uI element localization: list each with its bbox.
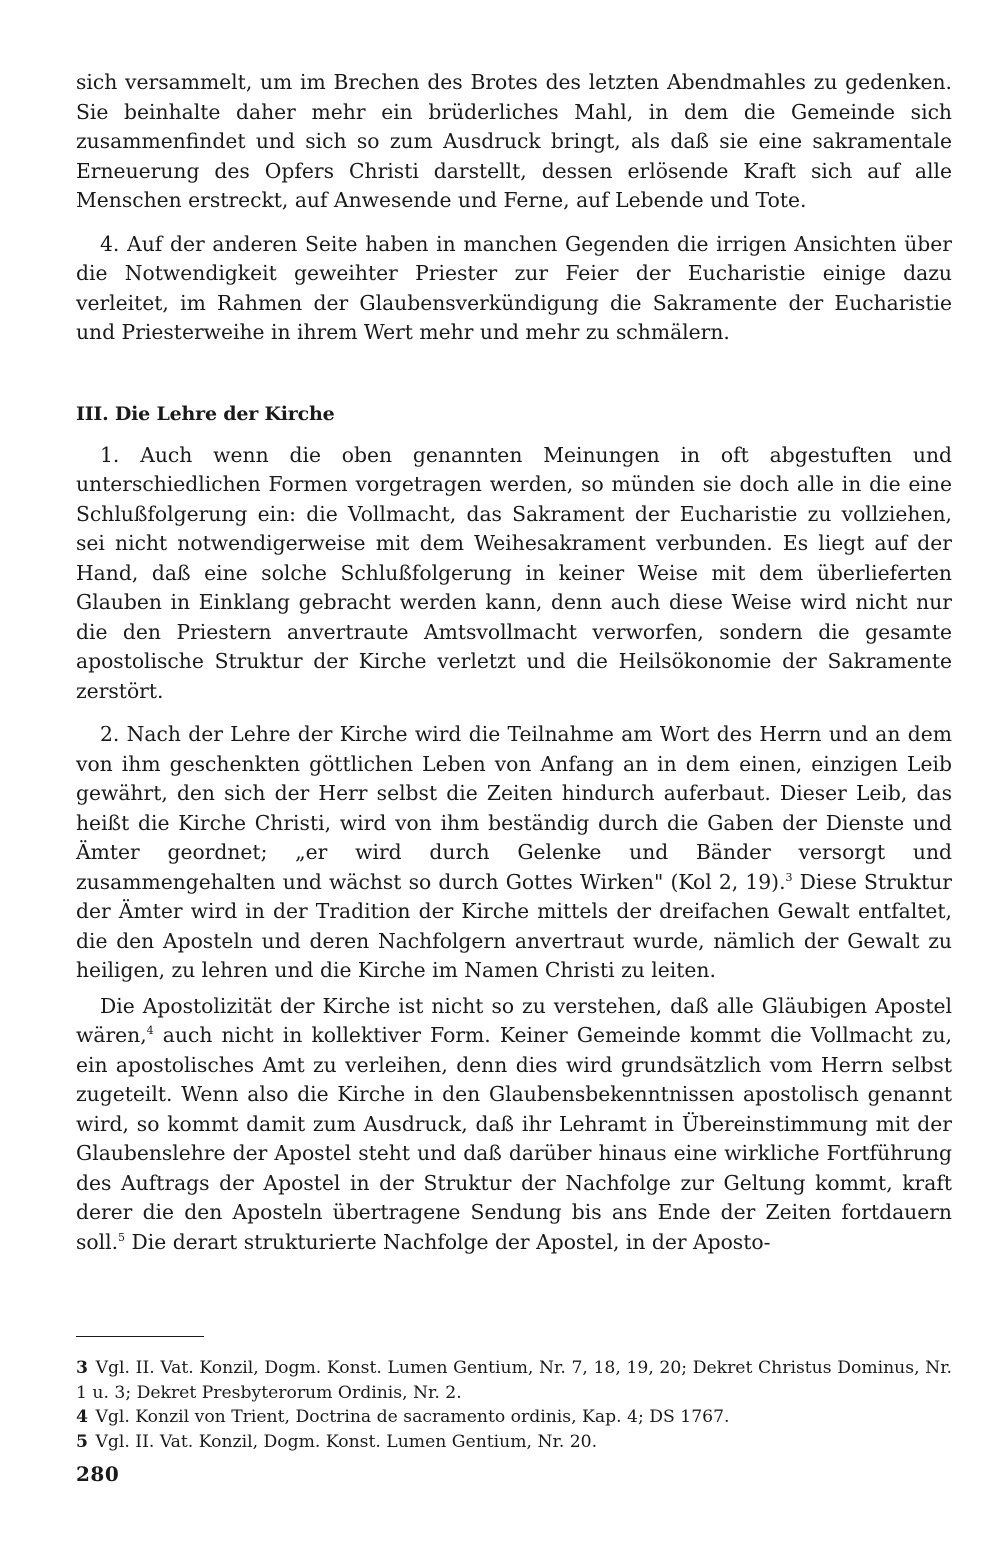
footnote-text: Vgl. II. Vat. Konzil, Dogm. Konst. Lumen Gentium, Nr. 7, 18, 19, 20; Dekret Christus Dominus, Nr. 1 u. 3; Dekret Presbyterorum Ordinis, Nr. 2. [76, 1358, 952, 1403]
paragraph-apostolicity-text-b: auch nicht in kollektiver Form. Keiner Gemeinde kommt die Vollmacht zu, ein apostolisches Amt zu verleihen, denn dies wird grundsätzlich vom Herrn selbst zugeteilt. Wenn also die Kirche in den Glaubensbekenntnissen apostolisch genannt wird, so kommt damit zum Ausdruck, daß ihr Lehramt in Übereinstimmung mit der Glaubenslehre der Apostel steht und daß darüber hinaus eine wirkliche Fortführung des Auftrags der Apostel in der Struktur der Nachfolge zur Geltung kommt, kraft derer die den Aposteln übertragene Sendung bis ans Ende der Zeiten fortdauern soll. [76, 1023, 952, 1254]
footnotes [76, 1356, 952, 1454]
footnote-divider [76, 1336, 204, 1337]
paragraph-apostolicity-text-a: Die Apostolizität der Kirche ist nicht so zu verstehen, daß alle Gläubigen Apostel wären, [76, 993, 952, 1047]
footnote-text: Vgl. Konzil von Trient, Doctrina de sacramento ordinis, Kap. 4; DS 1767. [95, 1407, 730, 1427]
footnote-ref-5: 5 [118, 1230, 126, 1244]
page-body [76, 68, 952, 1257]
paragraph-continuation: sich versammelt, um im Brechen des Brotes des letzten Abendmahles zu gedenken. Sie beinhalte daher mehr ein brüderliches Mahl, in dem die Gemeinde sich zusammenfindet und sich so zum Ausdruck bringt, als daß sie eine sakramentale Erneuerung des Opfers Christi darstellt, dessen erlösende Kraft sich auf alle Menschen erstreckt, auf Anwesende und Ferne, auf Lebende und Tote. [76, 70, 952, 212]
footnote-mark: 3 [76, 1358, 88, 1378]
paragraph-2 [76, 720, 952, 986]
paragraph-1: 1. Auch wenn die oben genannten Meinungen in oft abgestuften und unterschiedlichen Formen vorgetragen werden, so münden sie doch alle in die eine Schlußfolgerung ein: die Vollmacht, das Sakrament der Eucharistie zu vollziehen, sei nicht notwendigerweise mit dem Weihesakrament verbunden. Es liegt auf der Hand, daß eine solche Schlußfolgerung in keiner Weise mit dem überlieferten Glauben in Einklang gebracht werden kann, denn auch diese Weise wird nicht nur die den Priestern anvertraute Amtsvollmacht verworfen, sondern die gesamte apostolische Struktur der Kirche verletzt und die Heilsökonomie der Sakramente zerstört. [76, 442, 952, 703]
paragraph-apostolicity [76, 992, 952, 1258]
paragraph-4: 4. Auf der anderen Seite haben in manchen Gegenden die irrigen Ansichten über die Notwendigkeit geweihter Priester zur Feier der Eucharistie einige dazu verleitet, im Rahmen der Glaubensverkündigung die Sakramente der Eucharistie und Priesterweihe in ihrem Wert mehr und mehr zu schmälern. [76, 231, 952, 344]
footnote-ref-4: 4 [146, 1024, 154, 1038]
footnote-5 [76, 1430, 952, 1455]
footnote-mark: 5 [76, 1431, 88, 1452]
section-heading: III. Die Lehre der Kirche [76, 402, 335, 425]
footnote-text: Vgl. II. Vat. Konzil, Dogm. Konst. Lumen Gentium, Nr. 20. [95, 1431, 598, 1452]
paragraph-apostolicity-text-c: Die derart strukturierte Nachfolge der Apostel, in der Aposto- [125, 1229, 771, 1254]
footnote-mark: 4 [76, 1407, 88, 1427]
paragraph-2-text-b: Diese Struktur der Ämter wird in der Tradition der Kirche mittels der dreifachen Gewalt entfaltet, die den Aposteln und deren Nachfolgern anvertraut wurde, nämlich der Gewalt zu heiligen, zu lehren und die Kirche im Namen Christi zu leiten. [76, 869, 952, 982]
footnote-4 [76, 1405, 952, 1430]
footnote-3 [76, 1356, 952, 1405]
page-number: 280 [76, 1462, 120, 1486]
footnote-ref-3: 3 [785, 870, 793, 884]
paragraph-2-text-a: 2. Nach der Lehre der Kirche wird die Teilnahme am Wort des Herrn und an dem von ihm geschenkten göttlichen Leben von Anfang an in dem einen, einzigen Leib gewährt, den sich der Herr selbst die Zeiten hindurch auferbaut. Dieser Leib, das heißt die Kirche Christi, wird von ihm beständig durch die Gaben der Dienste und Ämter geordnet; „er wird durch Gelenke und Bänder versorgt und zusammengehalten und wächst so durch Gottes Wirken" (Kol 2, 19). [76, 722, 952, 894]
